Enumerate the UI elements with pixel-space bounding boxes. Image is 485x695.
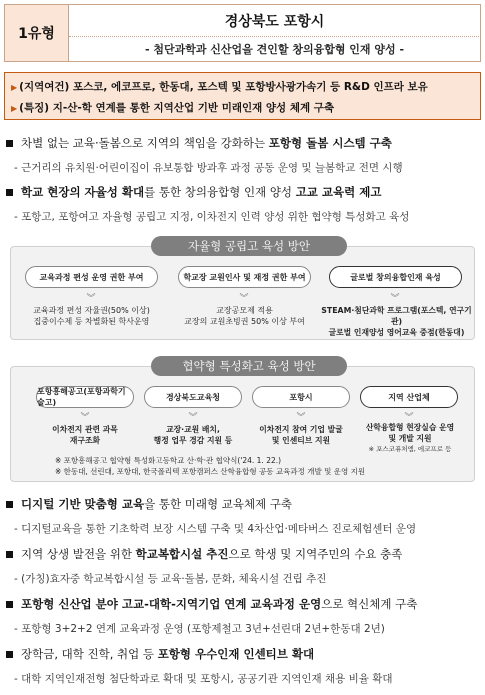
diagram-desc: 이차전지 관련 과목 재구조화 bbox=[52, 425, 118, 445]
diagram-desc: 이차전지 참여 기업 발굴 및 인센티브 지원 bbox=[259, 425, 343, 445]
page-title: 경상북도 포항시 bbox=[69, 4, 481, 37]
square-bullet-icon bbox=[6, 189, 13, 196]
bullet-line: 장학금, 대학 진학, 취업 등 포항형 우수인재 인센티브 확대 bbox=[6, 646, 482, 662]
diagram-vocational-school bbox=[10, 359, 475, 482]
diagram-desc: 교육과정 편성 자율권(50% 이상) 집중이수제 등 차별화된 학사운영 bbox=[33, 306, 150, 326]
diagram-note: ※ 한동대, 선린대, 포항대, 한국폴리텍 포항캠퍼스 산학융합형 공동 교육과정 개발 및 운영 지원 bbox=[55, 467, 366, 476]
diagram-title: 자율형 공립고 육성 방안 bbox=[151, 236, 347, 256]
chevron-down-icon: ︾ bbox=[390, 294, 400, 304]
chevron-down-icon: ︾ bbox=[80, 413, 90, 423]
triangle-icon: ▶ bbox=[11, 104, 18, 113]
square-bullet-icon bbox=[6, 501, 13, 508]
highlight-box bbox=[4, 72, 481, 120]
square-bullet-icon bbox=[6, 651, 13, 658]
diagram-desc: 교장공모제 적용 교장의 교원초빙권 50% 이상 부여 bbox=[184, 306, 305, 326]
chevron-down-icon: ︾ bbox=[404, 413, 414, 423]
diagram-head: 학교장 교원인사 및 재정 권한 부여 bbox=[178, 266, 311, 288]
diagram-head: 글로벌 창의융합인재 육성 bbox=[329, 266, 462, 288]
highlight-item: ▶ (지역여건) 포스코, 에코프로, 한동대, 포스텍 및 포항방사광가속기 등 R&D 인프라 보유 bbox=[11, 81, 428, 93]
bullet-line: 차별 없는 교육·돌봄으로 지역의 책임을 강화하는 포항형 돌봄 시스템 구축 bbox=[6, 135, 482, 151]
triangle-icon: ▶ bbox=[11, 83, 18, 92]
diagram-head: 지역 산업체 bbox=[360, 386, 458, 408]
chevron-down-icon: ︾ bbox=[86, 294, 96, 304]
diagram-title: 협약형 특성화고 육성 방안 bbox=[151, 356, 347, 376]
bullet-line: 지역 상생 발전을 위한 학교복합시설 추진으로 학생 및 지역주민의 수요 충족 bbox=[6, 546, 482, 562]
sub-line: - 대학 지역인재전형 첨단학과로 확대 및 포항시, 공공기관 지역인재 채용 비율 확대 bbox=[14, 673, 393, 685]
diagram-desc: 산학융합형 현장실습 운영 및 개발 지원 ※ 포스코퓨처엠, 에코프로 등 bbox=[365, 423, 455, 453]
square-bullet-icon bbox=[6, 551, 13, 558]
square-bullet-icon bbox=[6, 601, 13, 608]
bullet-line: 학교 현장의 자율성 확대를 통한 창의융합형 인재 양성 고교 교육력 제고 bbox=[6, 184, 482, 200]
square-bullet-icon bbox=[6, 140, 13, 147]
sub-line: - (가칭)효자중 학교복합시설 등 교육·돌봄, 문화, 체육시설 건립 추진 bbox=[14, 573, 327, 585]
chevron-down-icon: ︾ bbox=[239, 294, 249, 304]
bullet-line: 포항형 신산업 분야 고교-대학-지역기업 연계 교육과정 운영으로 혁신체계 구축 bbox=[6, 596, 482, 612]
diagram-autonomous-school bbox=[10, 239, 475, 340]
highlight-item: ▶ (특징) 지-산-학 연계를 통한 지역산업 기반 미래인재 양성 체계 구축 bbox=[11, 102, 335, 114]
chevron-down-icon: ︾ bbox=[296, 413, 306, 423]
sub-line: - 포항고, 포항여고 자율형 공립고 지정, 이차전지 인력 양성 위한 협약형 특성화고 육성 bbox=[14, 211, 410, 223]
diagram-head: 경상북도교육청 bbox=[144, 386, 242, 408]
chevron-down-icon: ︾ bbox=[188, 413, 198, 423]
type-label: 1유형 bbox=[4, 4, 69, 62]
diagram-note: ※ 포항흥해공고 협약형 특성화고등학교 산·학·관 협약식('24. 1. 22.) bbox=[55, 456, 282, 465]
diagram-head: 교육과정 편성 운영 권한 부여 bbox=[25, 266, 158, 288]
sub-line: - 근거리의 유치원·어린이집이 유보통합 방과후 과정 공동 운영 및 늘봄학교 전면 시행 bbox=[14, 162, 403, 174]
diagram-head: 포항시 bbox=[252, 386, 350, 408]
diagram-desc: 교장·교원 배치, 행정 업무 경감 지원 등 bbox=[153, 425, 233, 445]
page-subtitle: - 첨단과학과 신산업을 견인할 창의융합형 인재 양성 - bbox=[69, 37, 481, 62]
sub-line: - 디지털교육을 통한 기초학력 보장 시스템 구축 및 4차산업·메타버스 진로체험센터 운영 bbox=[14, 523, 417, 535]
document-header bbox=[4, 4, 481, 62]
bullet-line: 디지털 기반 맞춤형 교육을 통한 미래형 교육체제 구축 bbox=[6, 496, 482, 512]
diagram-head: 포항흥해공고(포항과학기술고) bbox=[36, 386, 134, 408]
diagram-desc: STEAM·첨단과학 프로그램(포스텍, 연구기관) 글로벌 인재양성 영어교육 중점(한동대) bbox=[321, 306, 472, 337]
sub-line: - 포항형 3+2+2 연계 교육과정 운영 (포항제철고 3년+선린대 2년+한동대 2년) bbox=[14, 623, 385, 635]
